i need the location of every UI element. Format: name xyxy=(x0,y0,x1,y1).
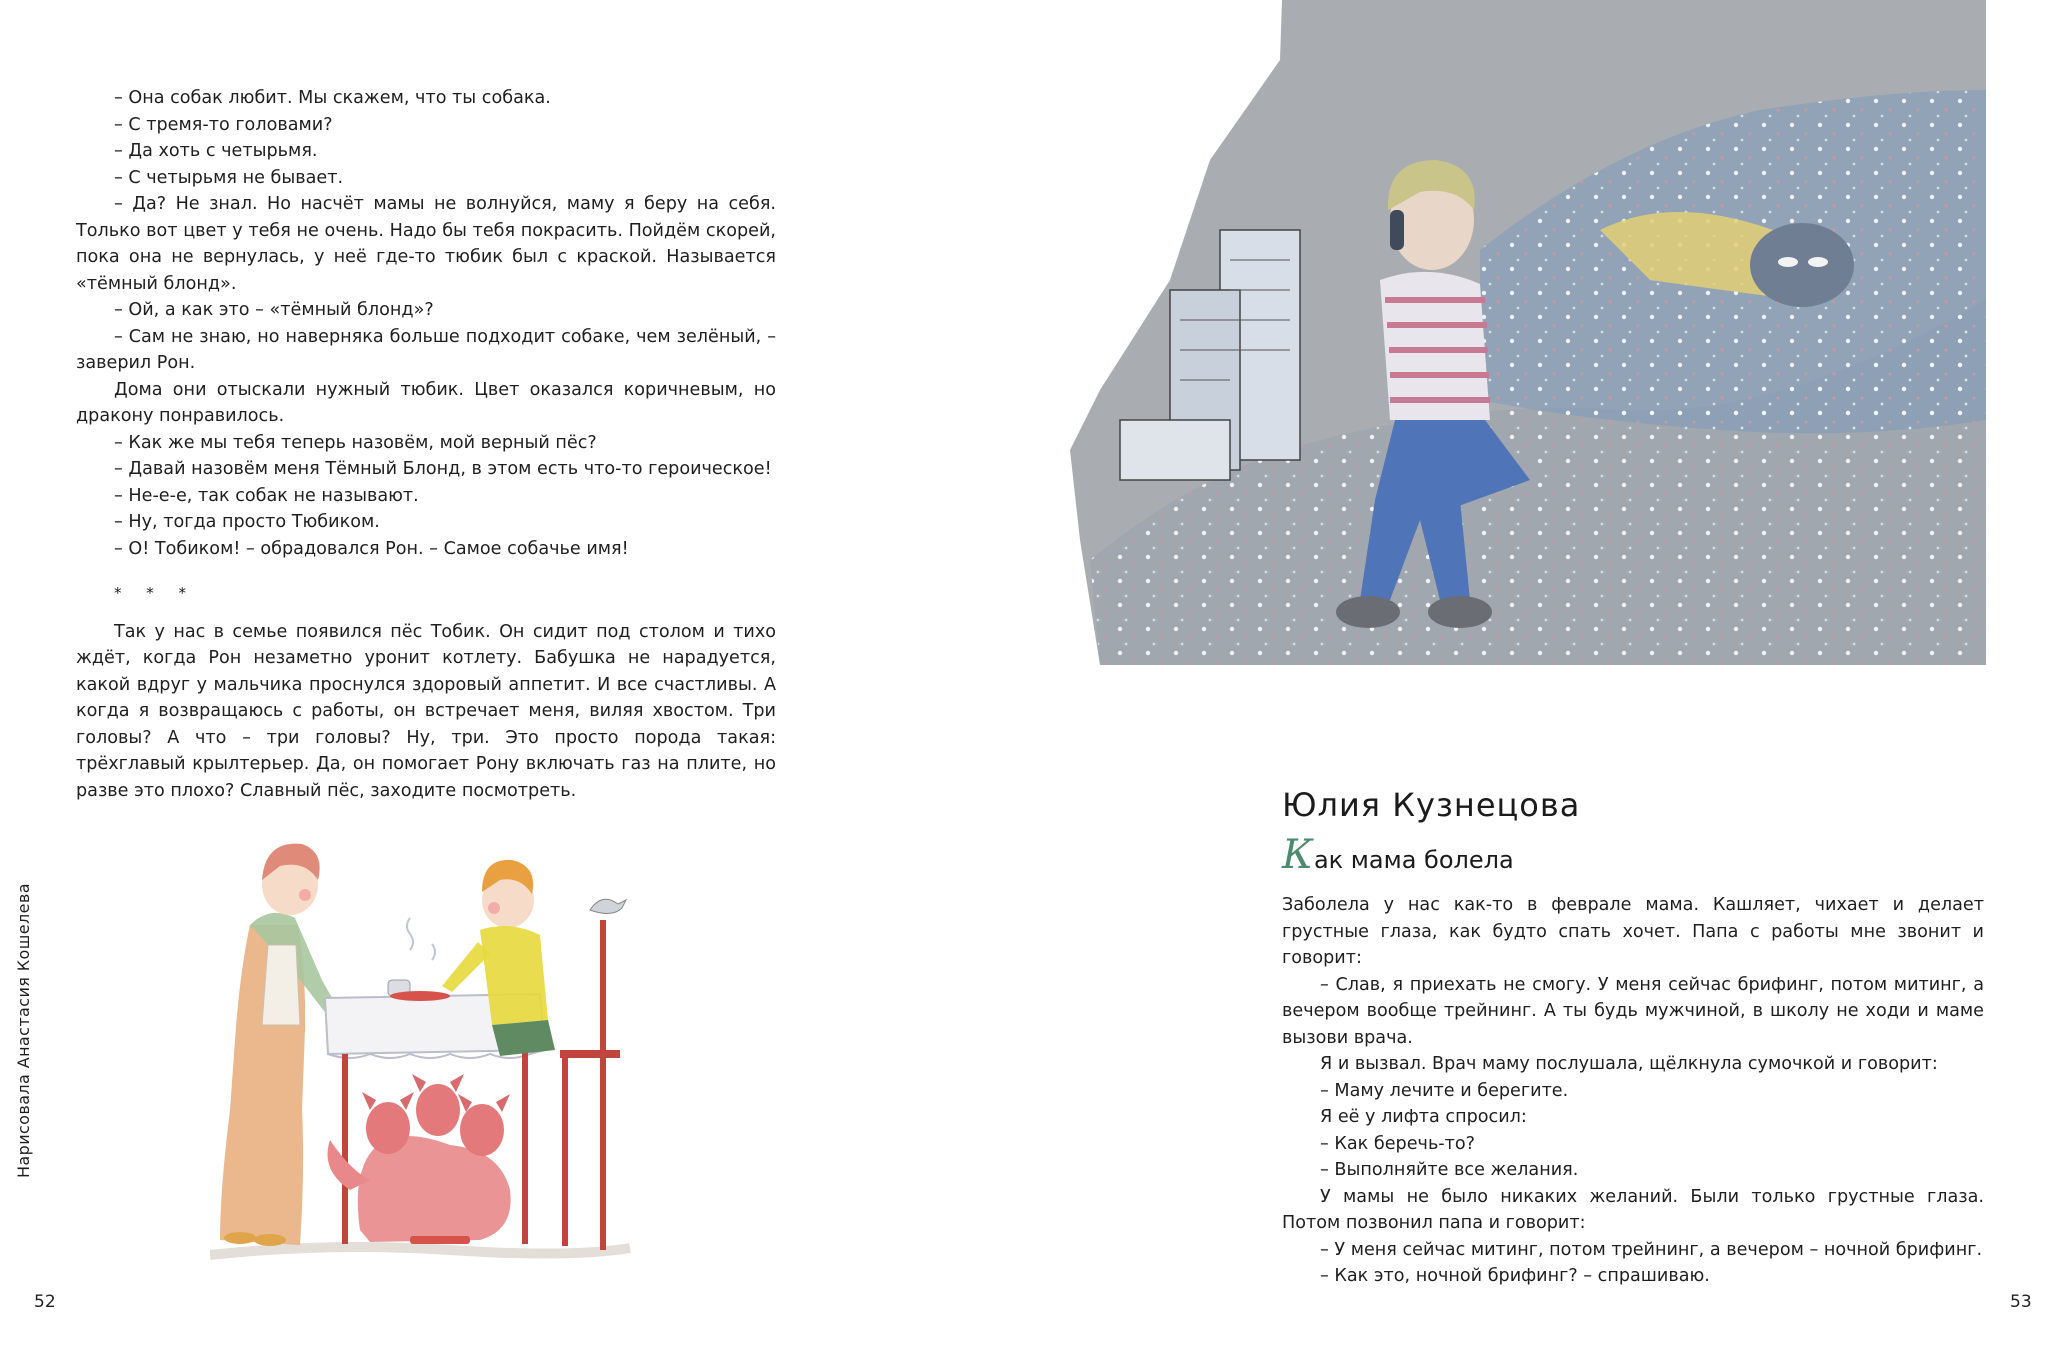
paragraph: – Как беречь-то? xyxy=(1320,1133,1476,1154)
paragraph: – Ну, тогда просто Тюбиком. xyxy=(114,512,380,532)
paragraph: У мамы не было никаких желаний. Были только грустные глаза. Потом позвонил папа и говорит: xyxy=(1282,1186,1984,1233)
paragraph: – Как это, ночной брифинг? – спрашиваю. xyxy=(1320,1266,1710,1286)
paragraph: – С тремя-то головами? xyxy=(114,114,333,135)
paragraph: – Она собак любит. Мы скажем, что ты собака. xyxy=(114,88,551,108)
paragraph: – Давай назовём меня Тёмный Блонд, в этом есть что-то героическое! xyxy=(114,459,772,479)
illustrator-credit: Нарисовала Анастасия Кошелева xyxy=(14,883,33,1178)
bed-illustration xyxy=(1060,0,1986,690)
paragraph: Я её у лифта спросил: xyxy=(1320,1107,1527,1127)
paragraph: – Ой, а как это – «тёмный блонд»? xyxy=(114,300,434,320)
paragraph: – Да? Не знал. Но насчёт мамы не волнуйся, маму я беру на себя. Только вот цвет у тебя не очень. Надо бы тебя покрасить. Пойдём скорей, пока она не вернулась, у неё где-то тюбик был с краской. Называется «тёмный блонд». xyxy=(76,194,776,294)
page-number-right: 53 xyxy=(2010,1292,2032,1312)
paragraph: – Сам не знаю, но наверняка больше подходит собаке, чем зелёный, – заверил Рон. xyxy=(76,326,776,373)
paragraph: Заболела у нас как-то в феврале мама. Кашляет, чихает и делает грустные глаза, как будто спать хочет. Папа с работы мне звонит и говорит: xyxy=(1282,895,1984,968)
author-name: Юлия Кузнецова xyxy=(1282,786,1581,824)
paragraph: Дома они отыскали нужный тюбик. Цвет оказался коричневым, но дракону понравилось. xyxy=(76,379,776,426)
story-title-initial: К xyxy=(1282,832,1313,878)
right-story-text xyxy=(1282,892,1984,1290)
paragraph: – О! Тобиком! – обрадовался Рон. – Самое собачье имя! xyxy=(114,538,629,559)
paragraph: Так у нас в семье появился пёс Тобик. Он сидит под столом и тихо ждёт, когда Рон незаметно уронит котлету. Бабушка не нарадуется, какой вдруг у мальчика проснулся здоровый аппетит. И все счастливы. А когда я возвращаюсь с работы, он встречает меня, виляя хвостом. Три головы? А что – три головы? Ну, три. Это просто порода такая: трёхглавый крылтерьер. Да, он помогает Рону включать газ на плите, но разве это плохо? Славный пёс, заходите посмотреть. xyxy=(76,621,776,801)
paragraph: – Маму лечите и берегите. xyxy=(1320,1080,1569,1101)
paragraph: – Слав, я приехать не смогу. У меня сейчас брифинг, потом митинг, а вечером вообще трейнинг. А ты будь мужчиной, в школу не ходи и маме вызови врача. xyxy=(1282,974,1984,1048)
story-title-rest: ак мама болела xyxy=(1313,846,1514,874)
paragraph: – Как же мы тебя теперь назовём, мой верный пёс? xyxy=(114,432,597,453)
paragraph: – У меня сейчас митинг, потом трейнинг, а вечером – ночной брифинг. xyxy=(1320,1239,1983,1260)
page-number-left: 52 xyxy=(34,1292,56,1312)
paragraph: – Да хоть с четырьмя. xyxy=(114,141,318,161)
paragraph: – Выполняйте все желания. xyxy=(1320,1160,1579,1180)
story-title xyxy=(1282,832,1514,878)
paragraph: Я и вызвал. Врач маму послушала, щёлкнула сумочкой и говорит: xyxy=(1320,1054,1938,1074)
section-separator: * * * xyxy=(114,584,197,602)
kitchen-illustration xyxy=(210,810,670,1270)
paragraph: – С четырьмя не бывает. xyxy=(114,167,344,188)
left-story-text xyxy=(76,85,776,804)
paragraph: – Не-е-е, так собак не называют. xyxy=(114,485,419,506)
